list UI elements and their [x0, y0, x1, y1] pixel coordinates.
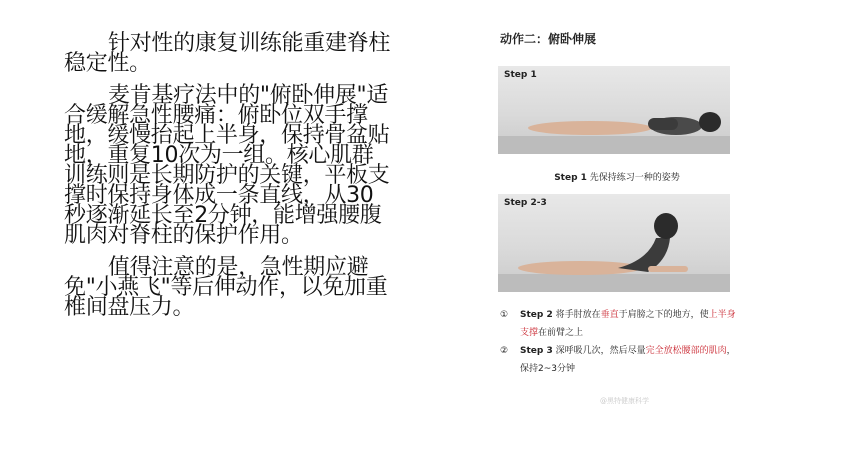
step-highlight: 完全放松腰部的肌肉: [645, 346, 727, 356]
exercise-figure: [492, 20, 742, 420]
paragraph-3: 值得注意的是，急性期应避免"小燕飞"等后伸动作，以免加重椎间盘压力。: [64, 255, 388, 320]
step-text: 深呼吸几次，然后尽量: [552, 346, 646, 356]
step-highlight: 上半身支撑: [520, 310, 736, 338]
step-highlight: 垂直: [600, 310, 619, 320]
step-text: 在前臂之上: [538, 328, 584, 338]
step-label: Step 2: [520, 310, 553, 320]
paragraph-2: 麦肯基疗法中的"俯卧伸展"适合缓解急性腰痛：俯卧位双手撑地，缓慢抬起上半身，保持骨盆贴地，重复10次为一组。核心肌群训练则是长期防护的关键，平板支撑时保持身体成一条直线，从30秒逐渐延长至2分钟，能增强腰腹肌肉对脊柱的保护作用。: [64, 83, 390, 248]
step-text: ，保持2~3分钟: [520, 346, 736, 374]
article-text: [64, 31, 394, 330]
watermark: @黑特健康科学: [600, 397, 649, 405]
step1-caption: [492, 170, 742, 183]
step1-photo: [498, 66, 730, 154]
step2-photo: [498, 194, 730, 292]
prone-lying-illustration: [498, 66, 730, 154]
step-text: 于肩膀之下的地方，使: [618, 310, 709, 320]
step1-tag: Step 1: [504, 70, 537, 80]
step-list: [500, 306, 740, 378]
step-number: ①: [500, 310, 509, 320]
step-number: ②: [500, 346, 509, 356]
prone-extension-illustration: [498, 194, 730, 292]
step-item-3: [500, 342, 740, 378]
step-label: Step 3: [520, 346, 553, 356]
step2-tag: Step 2-3: [504, 198, 547, 208]
figure-title: 动作二：俯卧伸展: [500, 32, 597, 46]
caption-text: 先保持练习一种的姿势: [586, 173, 680, 183]
step-item-2: [500, 306, 740, 342]
paragraph-1: 针对性的康复训练能重建脊柱稳定性。: [64, 31, 391, 76]
caption-step-label: Step 1: [554, 173, 587, 183]
step-text: 将手肘放在: [552, 310, 601, 320]
